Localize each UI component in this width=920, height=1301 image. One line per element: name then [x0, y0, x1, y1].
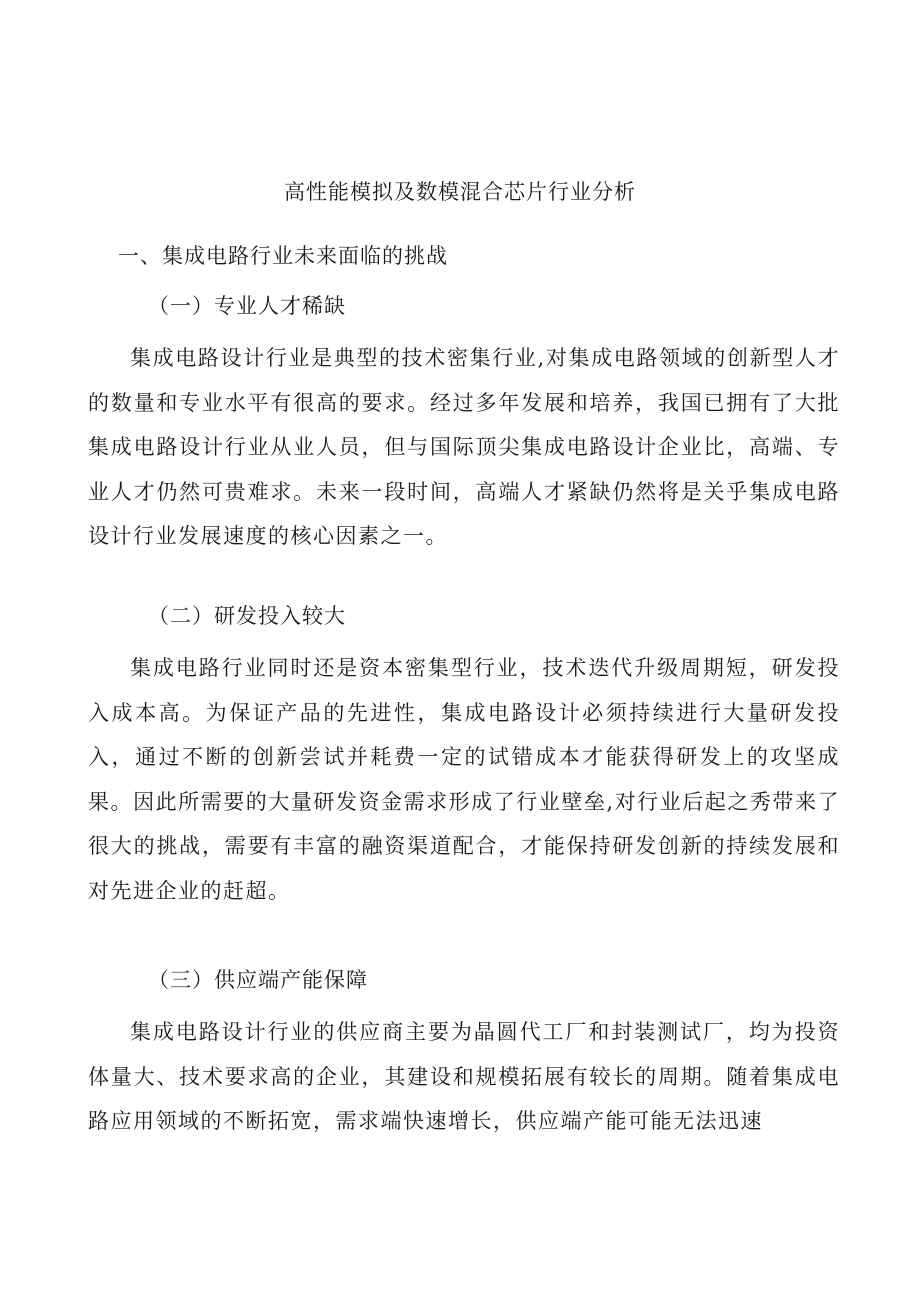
section-heading-challenges: 一、集成电路行业未来面临的挑战 — [118, 244, 448, 268]
subheading-supply-capacity: （三）供应端产能保障 — [148, 968, 368, 992]
paragraph-supply-capacity: 集成电路设计行业的供应商主要为晶圆代工厂和封装测试厂，均为投资体量大、技术要求高的企业，其建设和规模拓展有较长的周期。随着集成电路应用领域的不断拓宽，需求端快速增长，供应端产能可能无法迅速 — [88, 1020, 840, 1133]
subheading-rd-investment: （二）研发投入较大 — [148, 604, 346, 628]
subheading-talent-shortage: （一）专业人才稀缺 — [148, 294, 346, 318]
paragraph-rd-investment: 集成电路行业同时还是资本密集型行业，技术迭代升级周期短，研发投入成本高。为保证产品的先进性，集成电路设计必须持续进行大量研发投入，通过不断的创新尝试并耗费一定的试错成本才能获得研发上的攻坚成果。因此所需要的大量研发资金需求形成了行业壁垒,对行业后起之秀带来了很大的挑战，需要有丰富的融资渠道配合，才能保持研发创新的持续发展和对先进企业的赶超。 — [88, 656, 840, 903]
document-title: 高性能模拟及数模混合芯片行业分析 — [284, 180, 636, 204]
paragraph-talent-shortage: 集成电路设计行业是典型的技术密集行业,对集成电路领域的创新型人才的数量和专业水平有很高的要求。经过多年发展和培养，我国已拥有了大批集成电路设计行业从业人员，但与国际顶尖集成电路设计企业比，高端、专业人才仍然可贵难求。未来一段时间，高端人才紧缺仍然将是关乎集成电路设计行业发展速度的核心因素之一。 — [88, 346, 840, 548]
